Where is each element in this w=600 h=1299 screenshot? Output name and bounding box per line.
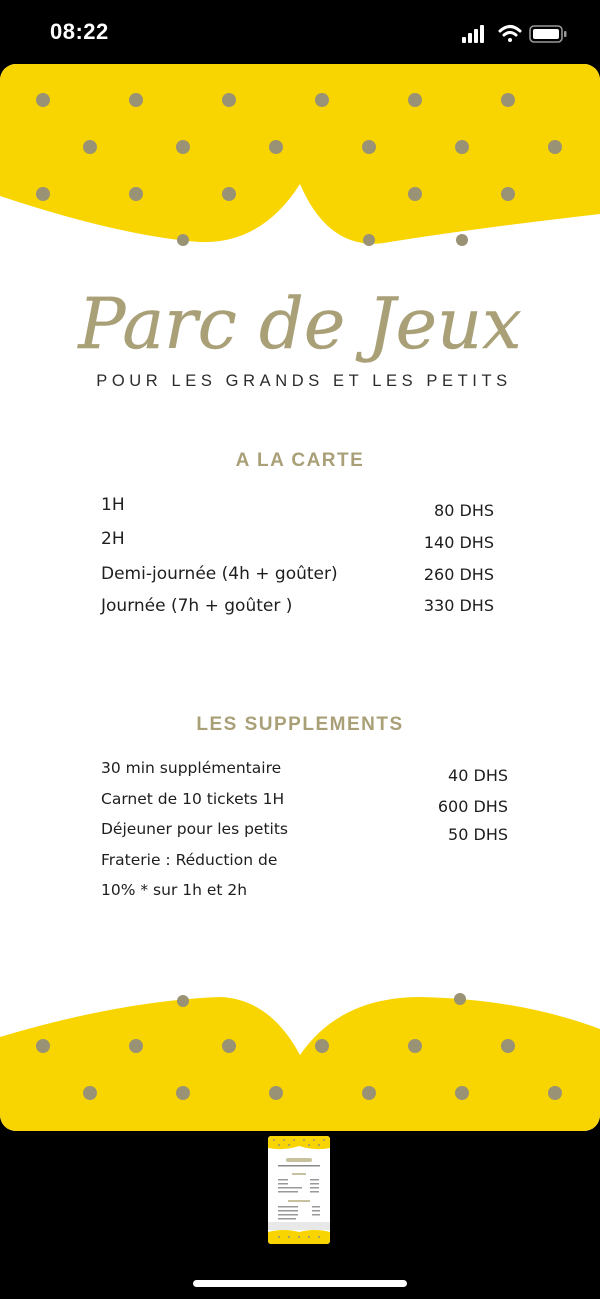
top-polka-dot-banner <box>0 64 600 254</box>
battery-icon <box>530 26 567 42</box>
supplement-price: 600 DHS <box>437 797 508 816</box>
status-icons <box>430 22 570 46</box>
supplement-line: Déjeuner pour les petits <box>101 820 288 838</box>
carte-item-label: 1H <box>101 495 125 515</box>
supplement-line: 30 min supplémentaire <box>101 759 282 777</box>
carte-item-price: 330 DHS <box>423 596 494 615</box>
carte-item-label: 2H <box>101 529 125 549</box>
carte-item-label: Journée (7h + goûter ) <box>101 596 293 616</box>
supplement-price: 40 DHS <box>448 766 508 785</box>
script-title <box>0 270 600 380</box>
poster-subtitle: POUR LES GRANDS ET LES PETITS <box>96 372 512 390</box>
carte-section-title: A LA CARTE <box>235 450 365 471</box>
thumbnail-preview <box>268 1136 330 1244</box>
supplement-line: Fraterie : Réduction de <box>101 851 278 869</box>
status-bar <box>0 0 600 64</box>
supplement-price: 50 DHS <box>448 825 508 844</box>
status-time: 08:22 <box>50 19 109 44</box>
title-text: Parc de Jeux <box>78 283 522 365</box>
carte-item-price: 260 DHS <box>423 565 494 584</box>
home-indicator[interactable] <box>193 1280 407 1287</box>
cellular-signal-icon <box>462 25 484 43</box>
supplements-section-title: LES SUPPLEMENTS <box>196 714 404 735</box>
wifi-icon <box>500 27 520 43</box>
carte-item-label: Demi-journée (4h + goûter) <box>101 564 338 584</box>
image-thumbnail[interactable] <box>268 1136 330 1244</box>
carte-item-price: 140 DHS <box>423 533 494 552</box>
menu-poster <box>0 64 600 1131</box>
supplement-line: Carnet de 10 tickets 1H <box>101 790 285 808</box>
bottom-polka-dot-banner <box>0 989 600 1131</box>
carte-item-price: 80 DHS <box>434 501 494 520</box>
supplement-line: 10% * sur 1h et 2h <box>101 881 248 899</box>
